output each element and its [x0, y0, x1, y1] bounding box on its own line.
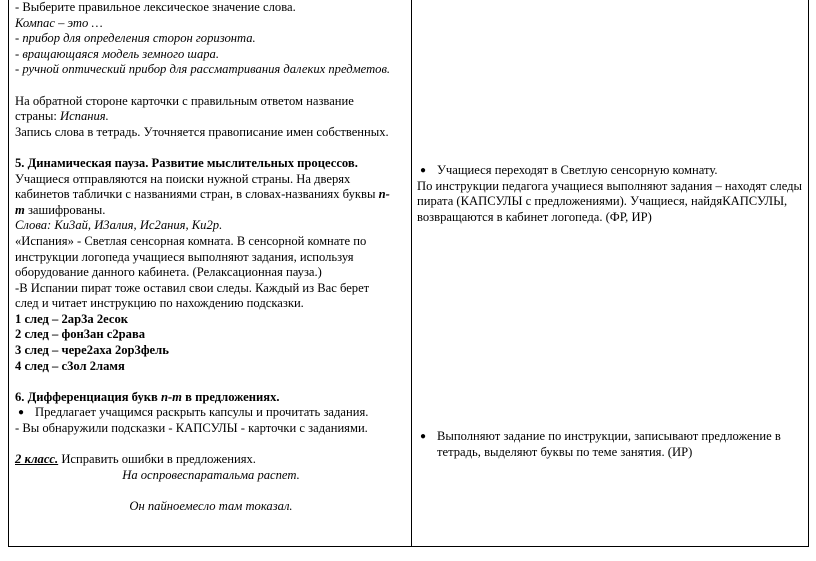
student-bullet-2: ● Выполняют задание по инструкции, записывают предложение в тетрадь, выделяют буквы по теме занятия. (ИР) [420, 429, 781, 459]
search-text-1: Учащиеся отправляются на поиски нужной страны. На дверях [15, 171, 351, 186]
pirate-text-1: -В Испании пират тоже оставил свои следы. Каждый из Вас берет [15, 280, 370, 295]
teacher-activity-column [15, 0, 407, 515]
error-sentence-2: Он пайноемесло там токазал. [129, 499, 293, 513]
country-name: Испания. [59, 109, 109, 124]
capsule-bullet: ● Предлагает учащимся раскрыть капсулы и прочитать задания. [18, 405, 369, 420]
column-divider [411, 0, 412, 546]
pirate-text-2: след и читает инструкцию по нахождению подсказки. [15, 296, 304, 311]
task-instruction: - Выберите правильное лексическое значение слова. [15, 0, 296, 14]
spain-room-3: оборудование данного кабинета. (Релаксационная пауза.) [15, 265, 322, 280]
answer-option-3: - ручной оптический прибор для рассматривания далеких предметов. [15, 62, 391, 77]
bullet-icon: ● [420, 165, 427, 176]
trace-1: 1 след – 2ар3а 2есок [15, 311, 129, 326]
student-activity-block-2 [417, 429, 805, 460]
trace-3: 3 след – чере2аха 2ор3фель [15, 343, 169, 358]
trace-4: 4 след – с3ол 2ламя [15, 358, 125, 373]
lesson-table [8, 0, 809, 547]
search-text-2: кабинетов таблички с названиями стран, в словах-названиях буквы п- [15, 187, 390, 202]
student-instruction: По инструкции педагога учащиеся выполняют задания – находят следы пирата (КАПСУЛЫ с предложениями). Учащиеся, найдяКАПСУЛЫ, возвращаются в кабинет логопеда. (ФР, ИР) [417, 178, 803, 224]
encoded-words: Слова: Ки3ай, И3алия, Ис2ания, Ки2р. [15, 218, 223, 233]
capsule-hint: - Вы обнаружили подсказки - КАПСУЛЫ - карточки с заданиями. [15, 421, 368, 436]
country-line: страны: Испания. [15, 109, 109, 124]
spain-room-1: «Испания» - Светлая сенсорная комната. В сенсорной комнате по [15, 233, 367, 248]
grade-task: 2 класс. Исправить ошибки в предложениях. [15, 452, 256, 467]
grade-label: 2 класс. [15, 452, 59, 467]
card-back-text: На обратной стороне карточки с правильным ответом название [15, 93, 354, 108]
error-sentence-1: На оспровеспаратальма распет. [122, 467, 300, 482]
answer-option-1: - прибор для определения сторон горизонта. [15, 31, 256, 46]
search-text-3: т зашифрованы. [15, 202, 106, 217]
student-bullet-1: ● Учащиеся переходят в Светлую сенсорную комнату. [420, 163, 718, 177]
notebook-note: Запись слова в тетрадь. Уточняется правописание имен собственных. [15, 124, 389, 139]
section-5-heading: 5. Динамическая пауза. Развитие мыслительных процессов. [15, 155, 358, 170]
spain-room-2: инструкции логопеда учащиеся выполняют задания, используя [15, 249, 354, 264]
student-activity-block-1 [417, 163, 805, 225]
bullet-icon: ● [18, 407, 25, 419]
bullet-icon: ● [420, 431, 427, 442]
compass-question: Компас – это … [15, 15, 103, 30]
trace-2: 2 след – фон3ан с2рава [15, 327, 146, 342]
answer-option-2: - вращающаяся модель земного шара. [15, 46, 219, 61]
section-6-heading: 6. Дифференциация букв п-т в предложениях. [15, 389, 280, 404]
